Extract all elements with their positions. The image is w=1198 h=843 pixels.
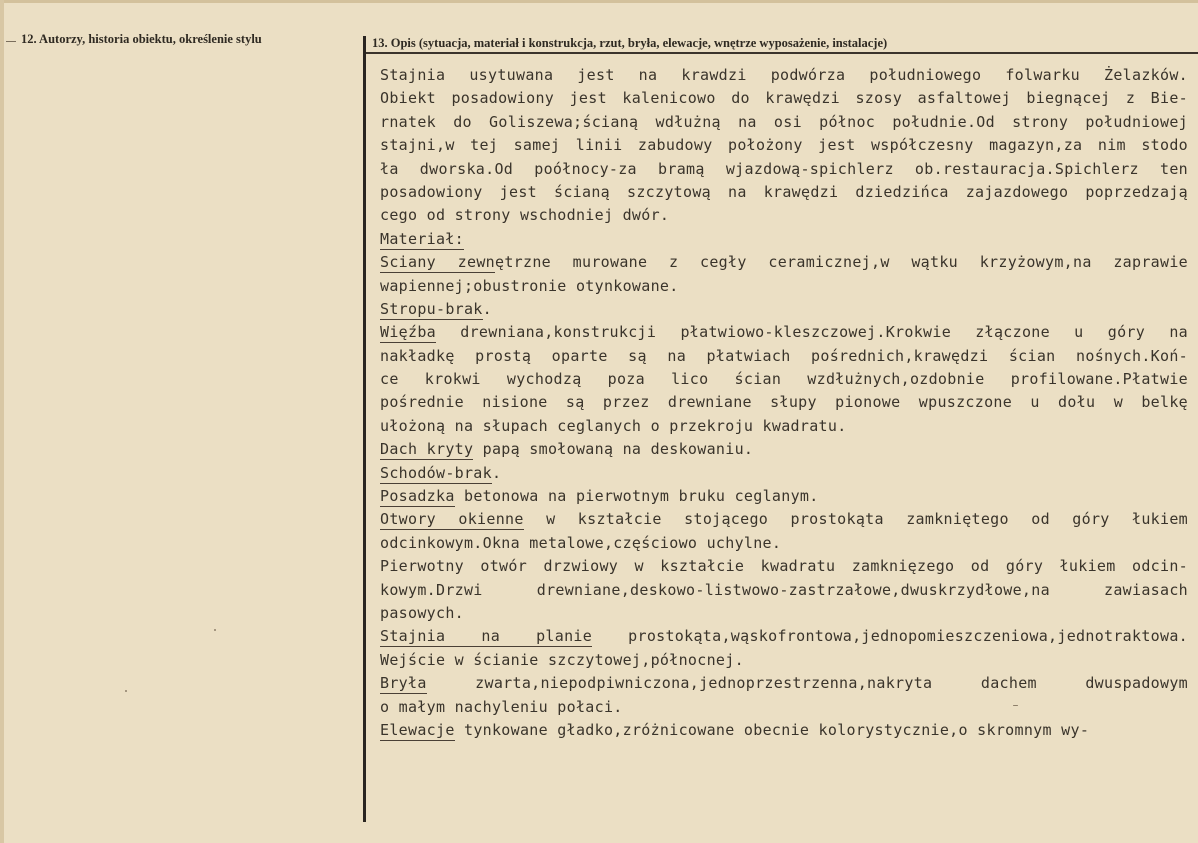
underlined-heading: Bryła <box>380 674 427 693</box>
column-divider <box>363 36 366 822</box>
typed-line <box>380 438 1188 461</box>
typed-line <box>380 696 1188 719</box>
underlined-heading: Schodów-brak <box>380 463 492 482</box>
typed-line <box>380 508 1188 531</box>
underlined-heading: Sciany zewn <box>380 253 495 272</box>
typed-line <box>380 672 1188 695</box>
paper-speck <box>214 629 216 631</box>
underlined-heading: Otwory okienne <box>380 510 524 529</box>
line-text: stajni,w tej samej linii zabudowy położony jest współczesny magazyn,za nim stodo <box>380 136 1188 155</box>
line-text: tynkowane gładko,zróżnicowane obecnie kolorystycznie,o skromnym wy- <box>454 720 1090 739</box>
underlined-heading: Posadzka <box>380 487 455 506</box>
typed-line <box>380 485 1188 508</box>
line-text: posadowiony jest ścianą szczytową na krawędzi dziedzińca zajazdowego poprzedzają <box>380 182 1188 201</box>
underlined-heading: Stajnia na planie <box>380 627 593 646</box>
section-13-rule <box>366 52 1198 54</box>
typed-line <box>380 579 1188 602</box>
typed-line <box>380 719 1188 742</box>
line-text: o małym nachyleniu połaci. <box>380 697 623 716</box>
line-text: ętrzne murowane z cegły ceramicznej,w wątku krzyżowym,na zaprawie <box>495 253 1189 272</box>
typed-line <box>380 228 1188 251</box>
typed-line <box>380 532 1188 555</box>
underlined-heading: Elewacje <box>380 720 455 739</box>
line-text: w kształcie stojącego prostokąta zamkniętego od góry łukiem <box>523 510 1188 529</box>
line-text: pasowych. <box>380 603 464 622</box>
typed-line <box>380 275 1188 298</box>
typed-line <box>380 368 1188 391</box>
line-text: Stajnia usytuwana jest na krawdzi podwórza południowego folwarku Żelazków. <box>380 66 1188 84</box>
typed-line <box>380 625 1188 648</box>
line-text: kowym.Drzwi drewniane,deskowo-listwowo-zastrzałowe,dwuskrzydłowe,na zawiasach <box>380 580 1188 599</box>
line-text: pośrednie nisione są przez drewniane słupy pionowe wpuszczone u dołu w belkę <box>380 393 1188 412</box>
typed-line <box>380 555 1188 578</box>
line-text: wapiennej;obustronie otynkowane. <box>380 276 679 295</box>
typed-line <box>380 87 1188 110</box>
typed-line <box>380 321 1188 344</box>
typed-line <box>380 134 1188 157</box>
page-top-edge <box>0 0 1198 3</box>
line-text: ła dworska.Od poółnocy-za bramą wjazdową-spichlerz ob.restauracja.Spichlerz ten <box>380 159 1188 178</box>
line-text: zwarta,niepodpiwniczona,jednoprzestrzenna,nakryta dachem dwuspadowym <box>426 674 1188 693</box>
line-text: . <box>482 299 492 318</box>
line-text: Pierwotny otwór drzwiowy w kształcie kwadratu zamknięzego od góry łukiem odcin- <box>380 557 1188 576</box>
typed-line <box>380 462 1188 485</box>
typed-line <box>380 181 1188 204</box>
typed-line <box>380 251 1188 274</box>
typed-line <box>380 391 1188 414</box>
section-13-heading: 13. Opis (sytuacja, materiał i konstrukcja, rzut, bryła, elewacje, wnętrze wyposażenie, instalacje) <box>372 36 888 50</box>
typed-line <box>380 158 1188 181</box>
section-12-heading: 12. Autorzy, historia obiektu, określenie stylu <box>21 32 262 46</box>
underlined-heading: Materiał: <box>380 229 464 248</box>
line-text: rnatek do Goliszewa;ścianą wdłużną na osi północ południe.Od strony południowej <box>380 112 1188 131</box>
line-text: Obiekt posadowiony jest kalenicowo do krawędzi szosy asfaltowej biegnącej z Bie- <box>380 89 1188 108</box>
underlined-heading: Więźba <box>380 323 436 342</box>
underlined-heading: Dach kryty <box>380 440 474 459</box>
line-text: ułożoną na słupach ceglanych o przekroju kwadratu. <box>380 416 847 435</box>
paper-speck <box>1013 705 1018 706</box>
typed-line <box>380 602 1188 625</box>
typed-line <box>380 345 1188 368</box>
line-text: ce krokwi wychodzą poza lico ścian wzdłużnych,ozdobnie profilowane.Płatwie <box>380 370 1188 389</box>
line-text: nakładkę prostą oparte są na płatwiach pośrednich,krawędzi ścian nośnych.Koń- <box>380 346 1188 365</box>
typed-line <box>380 204 1188 227</box>
underlined-heading: Stropu-brak <box>380 299 483 318</box>
line-text: odcinkowym.Okna metalowe,częściowo uchylne. <box>380 533 782 552</box>
page-left-edge <box>0 0 4 843</box>
typed-line <box>380 64 1188 87</box>
line-text: drewniana,konstrukcji płatwiowo-kleszczowej.Krokwie złączone u góry na <box>436 323 1188 342</box>
typed-line <box>380 649 1188 672</box>
line-text: . <box>491 463 502 482</box>
line-text: prostokąta,wąskofrontowa,jednopomieszczeniowa,jednotraktowa. <box>592 627 1188 646</box>
line-text: Wejście w ścianie szczytowej,północnej. <box>380 650 744 669</box>
line-text: betonowa na pierwotnym bruku ceglanym. <box>454 487 819 506</box>
typed-line <box>380 298 1188 321</box>
paper-speck <box>125 690 127 692</box>
typed-line <box>380 111 1188 134</box>
margin-dash <box>6 41 16 42</box>
line-text: papą smołowaną na deskowaniu. <box>473 440 754 459</box>
section-13-body <box>380 64 1188 742</box>
line-text: cego od strony wschodniej dwór. <box>380 206 670 225</box>
typed-line <box>380 415 1188 438</box>
